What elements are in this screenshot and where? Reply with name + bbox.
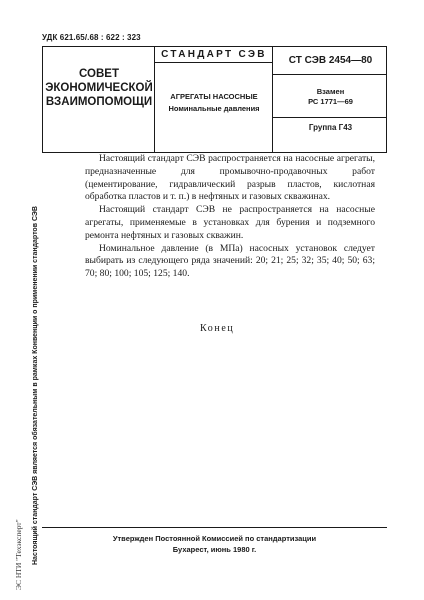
ending-word: Конец: [200, 323, 235, 334]
group-code: Группа Г43: [308, 123, 353, 132]
organization-line: ЭКОНОМИЧЕСКОЙ: [45, 82, 153, 94]
organization-line: ВЗАИМОПОМОЩИ: [45, 96, 153, 108]
organization-line: СОВЕТ: [79, 68, 119, 80]
replaces-label: Взамен: [316, 87, 345, 96]
subject-subtitle: Номинальные давления: [168, 104, 260, 113]
body-paragraph: Настоящий стандарт СЭВ не распространяется на насосные агрегаты, применяемые в установках для бурения и подземного ремонта нефтяных и газовых скважин.: [85, 204, 375, 241]
subject-block: [155, 91, 273, 115]
replaces-block: [273, 87, 388, 107]
header-table: [42, 46, 387, 153]
body-paragraph: Настоящий стандарт СЭВ распространяется на насосные агрегаты, предназначенные для промывочно-продавочных работ (цементирование, гидравлический разрыв пластов, кислотная обработка пластов и т. п.) в нефтяных и газовых скважинах.: [85, 153, 375, 203]
organization-name: [43, 67, 155, 109]
body-text: [85, 153, 375, 281]
body-paragraph: Номинальное давление (в МПа) насосных установок следует выбирать из следующего ряда значений: 20; 21; 25; 32; 35; 40; 50; 63; 70; 80; 100; 105; 125; 140.: [85, 242, 375, 280]
approval-block: [42, 534, 387, 555]
approval-line: Бухарест, июнь 1980 г.: [172, 544, 257, 554]
standard-title: СТАНДАРТ СЭВ: [161, 49, 267, 60]
side-notice: Настоящий стандарт СЭВ является обязательным в рамках Конвенции о применении стандартов СЭВ: [32, 206, 39, 565]
footer-divider: [42, 527, 387, 528]
udk-code: УДК 621.65/.68 : 622 : 323: [42, 33, 141, 42]
standard-number: СТ СЭВ 2454—80: [288, 55, 373, 66]
approval-line: Утвержден Постоянной Комиссией по стандартизации: [112, 534, 317, 543]
publisher-stamp: ЭС НТИ "Техэксперт": [14, 519, 23, 590]
header-divider: [272, 117, 386, 118]
subject-title: АГРЕГАТЫ НАСОСНЫЕ: [170, 92, 258, 101]
replaces-value: РС 1771—69: [308, 97, 353, 106]
